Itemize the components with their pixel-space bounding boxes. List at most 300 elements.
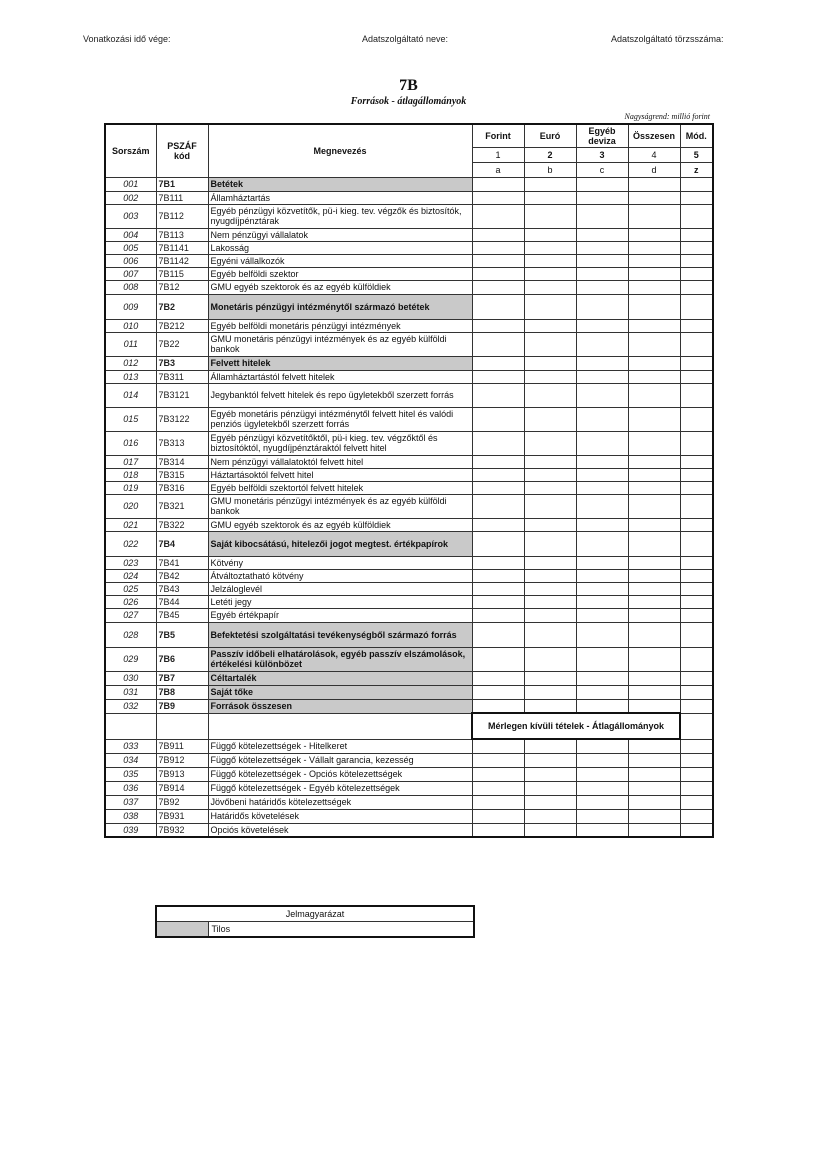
value-cell[interactable] bbox=[628, 582, 680, 595]
value-cell[interactable] bbox=[472, 781, 524, 795]
value-cell[interactable] bbox=[576, 685, 628, 699]
value-cell[interactable] bbox=[524, 319, 576, 332]
value-cell[interactable] bbox=[680, 753, 713, 767]
row-name: GMU egyéb szektorok és az egyéb külföldiek bbox=[208, 518, 472, 531]
row-code: 7B112 bbox=[156, 204, 208, 228]
value-cell[interactable] bbox=[524, 254, 576, 267]
value-cell[interactable] bbox=[680, 481, 713, 494]
header-period-end: Vonatkozási idő vége: bbox=[83, 34, 171, 44]
value-cell[interactable] bbox=[576, 228, 628, 241]
value-cell[interactable] bbox=[524, 241, 576, 254]
value-cell[interactable] bbox=[472, 823, 524, 837]
row-name: GMU egyéb szektorok és az egyéb külföldiek bbox=[208, 280, 472, 294]
row-name: Függő kötelezettségek - Opciós kötelezettségek bbox=[208, 767, 472, 781]
value-cell[interactable] bbox=[680, 455, 713, 468]
table-row bbox=[105, 383, 713, 407]
table-row bbox=[105, 280, 713, 294]
row-code: 7B92 bbox=[156, 795, 208, 809]
value-cell[interactable] bbox=[576, 569, 628, 582]
row-name: Jelzáloglevél bbox=[208, 582, 472, 595]
value-cell[interactable] bbox=[680, 204, 713, 228]
value-cell[interactable] bbox=[576, 767, 628, 781]
row-number: 021 bbox=[105, 518, 156, 531]
table-body bbox=[105, 177, 713, 837]
value-cell[interactable] bbox=[680, 332, 713, 356]
value-cell[interactable] bbox=[524, 177, 576, 191]
value-cell[interactable] bbox=[524, 356, 576, 370]
value-cell[interactable] bbox=[680, 356, 713, 370]
value-cell[interactable] bbox=[472, 177, 524, 191]
table-row bbox=[105, 595, 713, 608]
row-number: 002 bbox=[105, 191, 156, 204]
value-cell[interactable] bbox=[576, 823, 628, 837]
row-name: Felvett hitelek bbox=[208, 356, 472, 370]
value-cell[interactable] bbox=[680, 294, 713, 319]
value-cell[interactable] bbox=[628, 685, 680, 699]
value-cell[interactable] bbox=[576, 383, 628, 407]
value-cell[interactable] bbox=[472, 356, 524, 370]
row-code: 7B4 bbox=[156, 531, 208, 556]
table-row bbox=[105, 556, 713, 569]
value-cell[interactable] bbox=[472, 455, 524, 468]
value-cell[interactable] bbox=[524, 556, 576, 569]
value-cell[interactable] bbox=[472, 767, 524, 781]
table-row bbox=[105, 809, 713, 823]
value-cell[interactable] bbox=[628, 481, 680, 494]
value-cell[interactable] bbox=[472, 280, 524, 294]
value-cell[interactable] bbox=[628, 647, 680, 671]
value-cell[interactable] bbox=[628, 280, 680, 294]
value-cell[interactable] bbox=[628, 795, 680, 809]
table-row bbox=[105, 204, 713, 228]
table-row bbox=[105, 407, 713, 431]
value-cell[interactable] bbox=[472, 319, 524, 332]
value-cell[interactable] bbox=[472, 753, 524, 767]
value-cell[interactable] bbox=[472, 204, 524, 228]
value-cell[interactable] bbox=[680, 431, 713, 455]
value-cell[interactable] bbox=[628, 356, 680, 370]
value-cell[interactable] bbox=[628, 254, 680, 267]
col-letter: c bbox=[576, 162, 628, 177]
value-cell[interactable] bbox=[628, 753, 680, 767]
row-code: 7B6 bbox=[156, 647, 208, 671]
value-cell[interactable] bbox=[680, 622, 713, 647]
form-subtitle: Források - átlagállományok bbox=[350, 96, 467, 107]
table-row bbox=[105, 356, 713, 370]
unit-label: Nagyságrend: millió forint bbox=[624, 112, 710, 121]
value-cell[interactable] bbox=[524, 647, 576, 671]
value-cell[interactable] bbox=[576, 356, 628, 370]
value-cell[interactable] bbox=[680, 241, 713, 254]
table-row bbox=[105, 518, 713, 531]
value-cell[interactable] bbox=[628, 823, 680, 837]
value-cell[interactable] bbox=[472, 468, 524, 481]
row-code: 7B311 bbox=[156, 370, 208, 383]
sources-table bbox=[104, 123, 714, 838]
value-cell[interactable] bbox=[524, 595, 576, 608]
value-cell[interactable] bbox=[472, 383, 524, 407]
row-number: 035 bbox=[105, 767, 156, 781]
value-cell[interactable] bbox=[576, 407, 628, 431]
value-cell[interactable] bbox=[524, 468, 576, 481]
value-cell[interactable] bbox=[524, 685, 576, 699]
row-name: Államháztartás bbox=[208, 191, 472, 204]
row-number: 038 bbox=[105, 809, 156, 823]
col-header-egyeb-deviza: Egyéb deviza bbox=[576, 124, 628, 147]
col-header-osszesen: Összesen bbox=[628, 124, 680, 147]
value-cell[interactable] bbox=[628, 518, 680, 531]
col-num: 2 bbox=[524, 147, 576, 162]
value-cell[interactable] bbox=[628, 569, 680, 582]
value-cell[interactable] bbox=[524, 795, 576, 809]
value-cell[interactable] bbox=[628, 494, 680, 518]
value-cell[interactable] bbox=[680, 383, 713, 407]
value-cell[interactable] bbox=[472, 569, 524, 582]
value-cell[interactable] bbox=[472, 431, 524, 455]
value-cell[interactable] bbox=[524, 518, 576, 531]
value-cell[interactable] bbox=[628, 468, 680, 481]
value-cell[interactable] bbox=[576, 241, 628, 254]
value-cell[interactable] bbox=[628, 767, 680, 781]
value-cell[interactable] bbox=[524, 809, 576, 823]
value-cell[interactable] bbox=[576, 319, 628, 332]
row-number: 009 bbox=[105, 294, 156, 319]
value-cell[interactable] bbox=[524, 781, 576, 795]
value-cell[interactable] bbox=[524, 767, 576, 781]
value-cell[interactable] bbox=[628, 332, 680, 356]
col-header-mod: Mód. bbox=[680, 124, 713, 147]
col-num: 3 bbox=[576, 147, 628, 162]
value-cell[interactable] bbox=[524, 294, 576, 319]
value-cell[interactable] bbox=[680, 685, 713, 699]
row-number: 011 bbox=[105, 332, 156, 356]
value-cell[interactable] bbox=[628, 319, 680, 332]
value-cell[interactable] bbox=[524, 823, 576, 837]
value-cell[interactable] bbox=[576, 177, 628, 191]
row-number: 016 bbox=[105, 431, 156, 455]
value-cell[interactable] bbox=[576, 595, 628, 608]
row-number: 003 bbox=[105, 204, 156, 228]
row-code: 7B314 bbox=[156, 455, 208, 468]
value-cell[interactable] bbox=[576, 191, 628, 204]
row-number: 026 bbox=[105, 595, 156, 608]
value-cell[interactable] bbox=[628, 699, 680, 713]
value-cell[interactable] bbox=[472, 241, 524, 254]
value-cell[interactable] bbox=[680, 468, 713, 481]
value-cell[interactable] bbox=[628, 370, 680, 383]
value-cell[interactable] bbox=[576, 294, 628, 319]
empty-cell bbox=[156, 713, 208, 739]
row-code: 7B931 bbox=[156, 809, 208, 823]
value-cell[interactable] bbox=[680, 228, 713, 241]
value-cell[interactable] bbox=[576, 809, 628, 823]
value-cell[interactable] bbox=[576, 582, 628, 595]
value-cell[interactable] bbox=[628, 671, 680, 685]
row-code: 7B2 bbox=[156, 294, 208, 319]
value-cell[interactable] bbox=[472, 294, 524, 319]
value-cell[interactable] bbox=[472, 228, 524, 241]
value-cell[interactable] bbox=[524, 739, 576, 753]
value-cell[interactable] bbox=[576, 739, 628, 753]
value-cell[interactable] bbox=[472, 556, 524, 569]
value-cell[interactable] bbox=[524, 622, 576, 647]
value-cell[interactable] bbox=[680, 370, 713, 383]
row-name: Jegybanktól felvett hitelek és repo ügyletekből szerzett forrás bbox=[208, 383, 472, 407]
table-row bbox=[105, 608, 713, 622]
row-name: Egyéb pénzügyi közvetítőktől, pü-i kieg. tev. végzőktől és biztosítóktól, nyugdíjpénztáraktól felvett hitel bbox=[208, 431, 472, 455]
row-code: 7B9 bbox=[156, 699, 208, 713]
value-cell[interactable] bbox=[472, 647, 524, 671]
row-number: 008 bbox=[105, 280, 156, 294]
value-cell[interactable] bbox=[472, 531, 524, 556]
value-cell[interactable] bbox=[472, 582, 524, 595]
value-cell[interactable] bbox=[524, 332, 576, 356]
value-cell[interactable] bbox=[472, 622, 524, 647]
row-name: Egyéb pénzügyi közvetítők, pü-i kieg. tev. végzők és biztosítók, nyugdíjpénztárak bbox=[208, 204, 472, 228]
row-name: Monetáris pénzügyi intézménytől származó betétek bbox=[208, 294, 472, 319]
value-cell[interactable] bbox=[628, 191, 680, 204]
value-cell[interactable] bbox=[576, 556, 628, 569]
value-cell[interactable] bbox=[472, 608, 524, 622]
row-code: 7B111 bbox=[156, 191, 208, 204]
value-cell[interactable] bbox=[628, 228, 680, 241]
value-cell[interactable] bbox=[628, 739, 680, 753]
row-code: 7B1142 bbox=[156, 254, 208, 267]
value-cell[interactable] bbox=[628, 455, 680, 468]
value-cell[interactable] bbox=[472, 332, 524, 356]
legend-table bbox=[155, 905, 475, 938]
row-number: 018 bbox=[105, 468, 156, 481]
value-cell[interactable] bbox=[576, 455, 628, 468]
row-code: 7B913 bbox=[156, 767, 208, 781]
value-cell[interactable] bbox=[680, 809, 713, 823]
value-cell[interactable] bbox=[524, 455, 576, 468]
value-cell[interactable] bbox=[472, 267, 524, 280]
value-cell[interactable] bbox=[524, 431, 576, 455]
row-number: 037 bbox=[105, 795, 156, 809]
value-cell[interactable] bbox=[576, 531, 628, 556]
value-cell[interactable] bbox=[472, 518, 524, 531]
value-cell[interactable] bbox=[524, 370, 576, 383]
value-cell[interactable] bbox=[680, 177, 713, 191]
row-name: Saját kibocsátású, hitelezői jogot megtest. értékpapírok bbox=[208, 531, 472, 556]
col-letter: a bbox=[472, 162, 524, 177]
value-cell[interactable] bbox=[680, 582, 713, 595]
row-number: 020 bbox=[105, 494, 156, 518]
row-number: 004 bbox=[105, 228, 156, 241]
value-cell[interactable] bbox=[628, 383, 680, 407]
row-code: 7B912 bbox=[156, 753, 208, 767]
table-row bbox=[105, 647, 713, 671]
value-cell[interactable] bbox=[472, 191, 524, 204]
value-cell[interactable] bbox=[576, 204, 628, 228]
value-cell[interactable] bbox=[576, 332, 628, 356]
value-cell[interactable] bbox=[472, 795, 524, 809]
value-cell[interactable] bbox=[680, 267, 713, 280]
row-number: 015 bbox=[105, 407, 156, 431]
value-cell[interactable] bbox=[524, 228, 576, 241]
value-cell[interactable] bbox=[680, 280, 713, 294]
row-code: 7B322 bbox=[156, 518, 208, 531]
value-cell[interactable] bbox=[524, 204, 576, 228]
row-name: Háztartásoktól felvett hitel bbox=[208, 468, 472, 481]
row-code: 7B321 bbox=[156, 494, 208, 518]
empty-cell bbox=[680, 713, 713, 739]
row-number: 006 bbox=[105, 254, 156, 267]
col-letter: z bbox=[680, 162, 713, 177]
value-cell[interactable] bbox=[680, 608, 713, 622]
table-row bbox=[105, 468, 713, 481]
table-row bbox=[105, 753, 713, 767]
value-cell[interactable] bbox=[628, 809, 680, 823]
value-cell[interactable] bbox=[472, 254, 524, 267]
value-cell[interactable] bbox=[524, 582, 576, 595]
row-code: 7B8 bbox=[156, 685, 208, 699]
value-cell[interactable] bbox=[576, 254, 628, 267]
row-name: Források összesen bbox=[208, 699, 472, 713]
col-header-euro: Euró bbox=[524, 124, 576, 147]
value-cell[interactable] bbox=[628, 431, 680, 455]
row-number: 007 bbox=[105, 267, 156, 280]
value-cell[interactable] bbox=[576, 753, 628, 767]
value-cell[interactable] bbox=[680, 699, 713, 713]
value-cell[interactable] bbox=[576, 647, 628, 671]
value-cell[interactable] bbox=[576, 431, 628, 455]
value-cell[interactable] bbox=[680, 595, 713, 608]
value-cell[interactable] bbox=[472, 685, 524, 699]
value-cell[interactable] bbox=[680, 739, 713, 753]
value-cell[interactable] bbox=[680, 191, 713, 204]
value-cell[interactable] bbox=[524, 191, 576, 204]
value-cell[interactable] bbox=[628, 608, 680, 622]
row-code: 7B1 bbox=[156, 177, 208, 191]
value-cell[interactable] bbox=[680, 767, 713, 781]
value-cell[interactable] bbox=[472, 595, 524, 608]
value-cell[interactable] bbox=[628, 595, 680, 608]
value-cell[interactable] bbox=[680, 494, 713, 518]
value-cell[interactable] bbox=[576, 622, 628, 647]
value-cell[interactable] bbox=[628, 177, 680, 191]
value-cell[interactable] bbox=[680, 795, 713, 809]
value-cell[interactable] bbox=[524, 383, 576, 407]
row-code: 7B115 bbox=[156, 267, 208, 280]
value-cell[interactable] bbox=[680, 647, 713, 671]
value-cell[interactable] bbox=[524, 608, 576, 622]
value-cell[interactable] bbox=[524, 280, 576, 294]
row-name: Államháztartástól felvett hitelek bbox=[208, 370, 472, 383]
value-cell[interactable] bbox=[576, 267, 628, 280]
row-name: Letéti jegy bbox=[208, 595, 472, 608]
row-name: Céltartalék bbox=[208, 671, 472, 685]
table-row bbox=[105, 370, 713, 383]
value-cell[interactable] bbox=[524, 267, 576, 280]
row-number: 017 bbox=[105, 455, 156, 468]
value-cell[interactable] bbox=[524, 531, 576, 556]
value-cell[interactable] bbox=[524, 753, 576, 767]
value-cell[interactable] bbox=[576, 795, 628, 809]
row-name: Függő kötelezettségek - Hitelkeret bbox=[208, 739, 472, 753]
value-cell[interactable] bbox=[680, 254, 713, 267]
row-number: 025 bbox=[105, 582, 156, 595]
row-name: Befektetési szolgáltatási tevékenységből származó forrás bbox=[208, 622, 472, 647]
value-cell[interactable] bbox=[472, 699, 524, 713]
value-cell[interactable] bbox=[524, 407, 576, 431]
row-number: 030 bbox=[105, 671, 156, 685]
col-letter: b bbox=[524, 162, 576, 177]
row-name: Betétek bbox=[208, 177, 472, 191]
row-code: 7B3122 bbox=[156, 407, 208, 431]
row-code: 7B22 bbox=[156, 332, 208, 356]
value-cell[interactable] bbox=[680, 531, 713, 556]
value-cell[interactable] bbox=[680, 518, 713, 531]
table-row bbox=[105, 699, 713, 713]
value-cell[interactable] bbox=[472, 494, 524, 518]
value-cell[interactable] bbox=[472, 671, 524, 685]
row-number: 022 bbox=[105, 531, 156, 556]
row-name: Egyéb értékpapír bbox=[208, 608, 472, 622]
value-cell[interactable] bbox=[680, 671, 713, 685]
row-code: 7B914 bbox=[156, 781, 208, 795]
value-cell[interactable] bbox=[680, 569, 713, 582]
value-cell[interactable] bbox=[524, 699, 576, 713]
row-name: Saját tőke bbox=[208, 685, 472, 699]
value-cell[interactable] bbox=[628, 781, 680, 795]
value-cell[interactable] bbox=[472, 809, 524, 823]
value-cell[interactable] bbox=[576, 608, 628, 622]
value-cell[interactable] bbox=[680, 781, 713, 795]
value-cell[interactable] bbox=[524, 494, 576, 518]
row-code: 7B41 bbox=[156, 556, 208, 569]
value-cell[interactable] bbox=[628, 407, 680, 431]
value-cell[interactable] bbox=[680, 319, 713, 332]
value-cell[interactable] bbox=[628, 531, 680, 556]
row-code: 7B313 bbox=[156, 431, 208, 455]
value-cell[interactable] bbox=[576, 494, 628, 518]
row-name: Nem pénzügyi vállalatoktól felvett hitel bbox=[208, 455, 472, 468]
col-header-forint: Forint bbox=[472, 124, 524, 147]
table-row bbox=[105, 332, 713, 356]
value-cell[interactable] bbox=[628, 267, 680, 280]
value-cell[interactable] bbox=[680, 556, 713, 569]
value-cell[interactable] bbox=[472, 481, 524, 494]
value-cell[interactable] bbox=[524, 671, 576, 685]
row-number: 034 bbox=[105, 753, 156, 767]
value-cell[interactable] bbox=[576, 781, 628, 795]
row-number: 032 bbox=[105, 699, 156, 713]
table-row bbox=[105, 622, 713, 647]
table-row bbox=[105, 177, 713, 191]
value-cell[interactable] bbox=[628, 204, 680, 228]
value-cell[interactable] bbox=[680, 823, 713, 837]
value-cell[interactable] bbox=[524, 481, 576, 494]
value-cell[interactable] bbox=[628, 556, 680, 569]
value-cell[interactable] bbox=[576, 370, 628, 383]
value-cell[interactable] bbox=[576, 280, 628, 294]
value-cell[interactable] bbox=[628, 622, 680, 647]
value-cell[interactable] bbox=[680, 407, 713, 431]
value-cell[interactable] bbox=[472, 407, 524, 431]
value-cell[interactable] bbox=[524, 569, 576, 582]
value-cell[interactable] bbox=[628, 294, 680, 319]
value-cell[interactable] bbox=[472, 739, 524, 753]
value-cell[interactable] bbox=[472, 370, 524, 383]
value-cell[interactable] bbox=[576, 699, 628, 713]
value-cell[interactable] bbox=[576, 671, 628, 685]
value-cell[interactable] bbox=[576, 518, 628, 531]
value-cell[interactable] bbox=[576, 468, 628, 481]
value-cell[interactable] bbox=[628, 241, 680, 254]
value-cell[interactable] bbox=[576, 481, 628, 494]
